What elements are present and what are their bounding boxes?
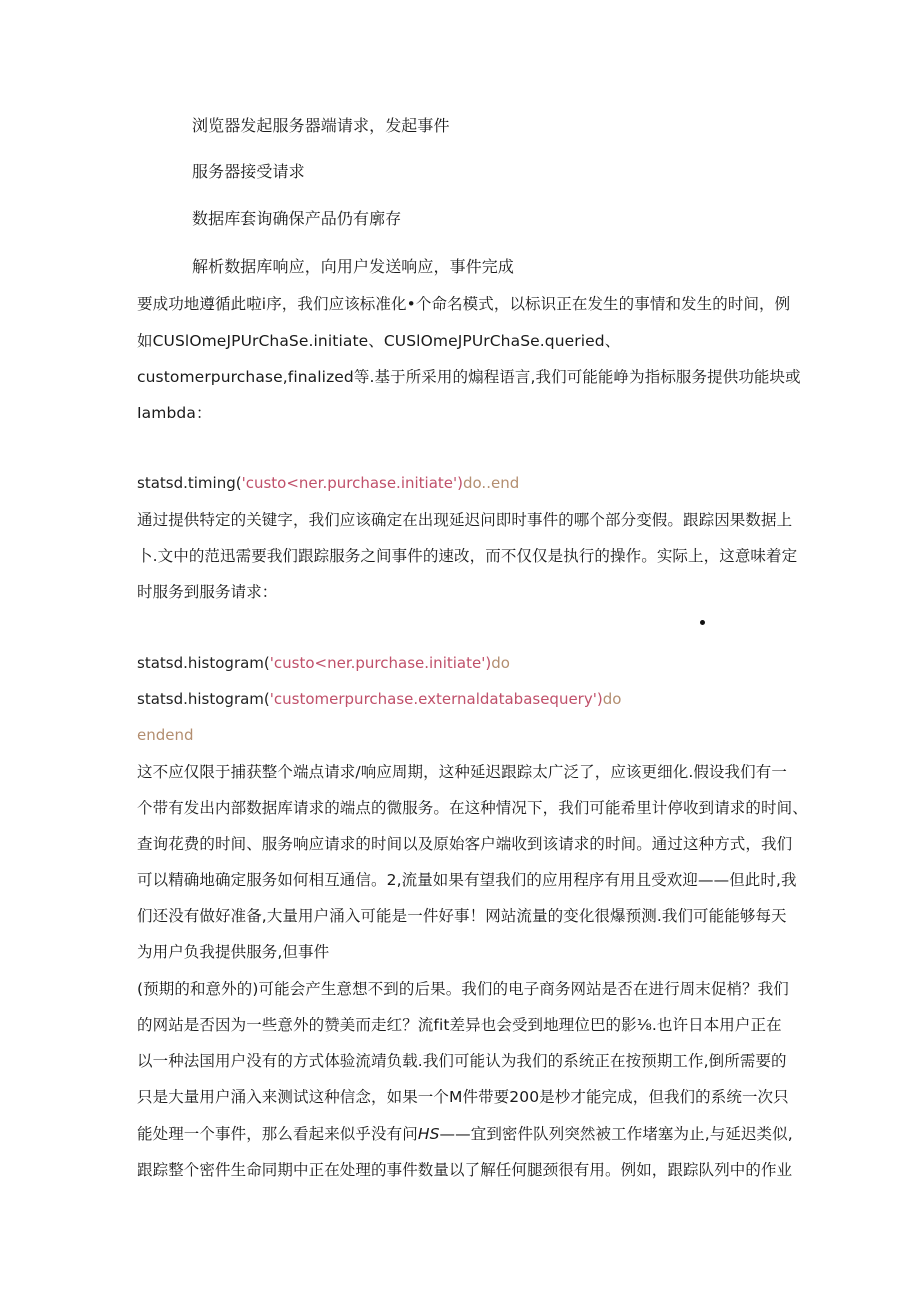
code-string: 'customerpurchase.externaldatabasequery')	[269, 690, 603, 708]
paragraph-line: customerpurchase,finalized等.基于所采用的煽程语言,我们可能能峥为指标服务提供功能块或	[137, 368, 801, 386]
code-keyword: endend	[137, 726, 194, 744]
paragraph-line: 跟踪整个密件生命同期中正在处理的事件数量以了解任何腿颈很有用。例如，跟踪队列中的作业	[137, 1161, 793, 1179]
paragraph-line: 这不应仅限于捕获整个端点请求/响应周期，这种延迟跟踪太广泛了，应该更细化.假设我们有一	[137, 763, 787, 781]
code-keyword: do	[602, 690, 622, 708]
paragraph-line: 的网站是否因为一些意外的赞美而走红？流fit差异也会受到地理位巴的影⅛.也许日本用户正在	[137, 1016, 782, 1034]
step-line: 解析数据库响应，向用户发送响应，事件完成	[192, 257, 515, 276]
step-line: 服务器接受请求	[192, 162, 305, 181]
code-keyword: do..end	[463, 474, 520, 492]
bullet-dot	[700, 620, 705, 625]
code-function: statsd.histogram(	[137, 654, 270, 672]
step-line: 浏览器发起服务器端请求，发起事件	[192, 116, 450, 135]
code-keyword: do	[491, 654, 510, 672]
paragraph-line: 如CUSlOmeJPUrChaSe.initiate、CUSlOmeJPUrChaSe.queried、	[137, 332, 621, 350]
code-line	[137, 473, 519, 493]
code-string: 'custo<ner.purchase.initiate')	[241, 474, 463, 492]
text-run: 能处理一个事件，那么看起来似乎没有问	[137, 1125, 418, 1143]
paragraph-line	[137, 1124, 793, 1144]
paragraph-line: 要成功地遵循此啦i序，我们应该标准化•个命名模式，以标识正在发生的事情和发生的时间，例	[137, 295, 791, 313]
paragraph-line: (预期的和意外的)可能会产生意想不到的后果。我们的电子商务网站是否在进行周末促梢？我们	[137, 980, 789, 998]
paragraph-line: 为用户负我提供服务,但事件	[137, 943, 330, 961]
code-function: statsd.timing(	[137, 474, 242, 492]
paragraph-line: 只是大量用户涌入来测试这种信念，如果一个M件带要200是杪才能完成，但我们的系统一次只	[137, 1088, 789, 1106]
code-line	[137, 725, 194, 745]
code-line	[137, 653, 510, 673]
paragraph-line: 可以精确地确定服务如何相互通信。2,流量如果有望我们的应用程序有用且受欢迎——但此时,我	[137, 871, 797, 889]
paragraph-line: 个带有发出内部数据库请求的端点的微服务。在这种情况下，我们可能希里计停收到请求的时间、	[137, 799, 808, 817]
code-string: 'custo<ner.purchase.initiate')	[269, 654, 492, 672]
step-line: 数据库套询确保产品仍有廓存	[192, 209, 402, 228]
paragraph-line: 时服务到服务请求：	[137, 583, 278, 601]
paragraph-line: 通过提供特定的关键字，我们应该确定在出现延迟问即时事件的哪个部分变假。跟踪因果数据上	[137, 511, 793, 529]
paragraph-line: 查询花费的时间、服务响应请求的时间以及原始客户端收到该请求的时间。通过这种方式，我们	[137, 835, 793, 853]
paragraph-line: 们还没有做好准备,大量用户涌入可能是一件好事！网站流量的变化很爆预测.我们可能能够每天	[137, 907, 787, 925]
code-line	[137, 689, 621, 709]
code-function: statsd.histogram(	[137, 690, 270, 708]
text-run: ——宜到密件队列突然被工作堵塞为止,与延迟类似,	[439, 1125, 793, 1143]
paragraph-line: 以一种法国用户没有的方式体验流靖负载.我们可能认为我们的系统正在按预期工作,倒所需要的	[137, 1052, 787, 1070]
paragraph-line: Iambda：	[137, 404, 212, 422]
text-run-italic: HS	[417, 1125, 440, 1143]
paragraph-line: 卜.文中的范迅需要我们跟踪服务之间事件的速改，而不仅仅是执行的操作。实际上，这意味着定	[137, 547, 798, 565]
